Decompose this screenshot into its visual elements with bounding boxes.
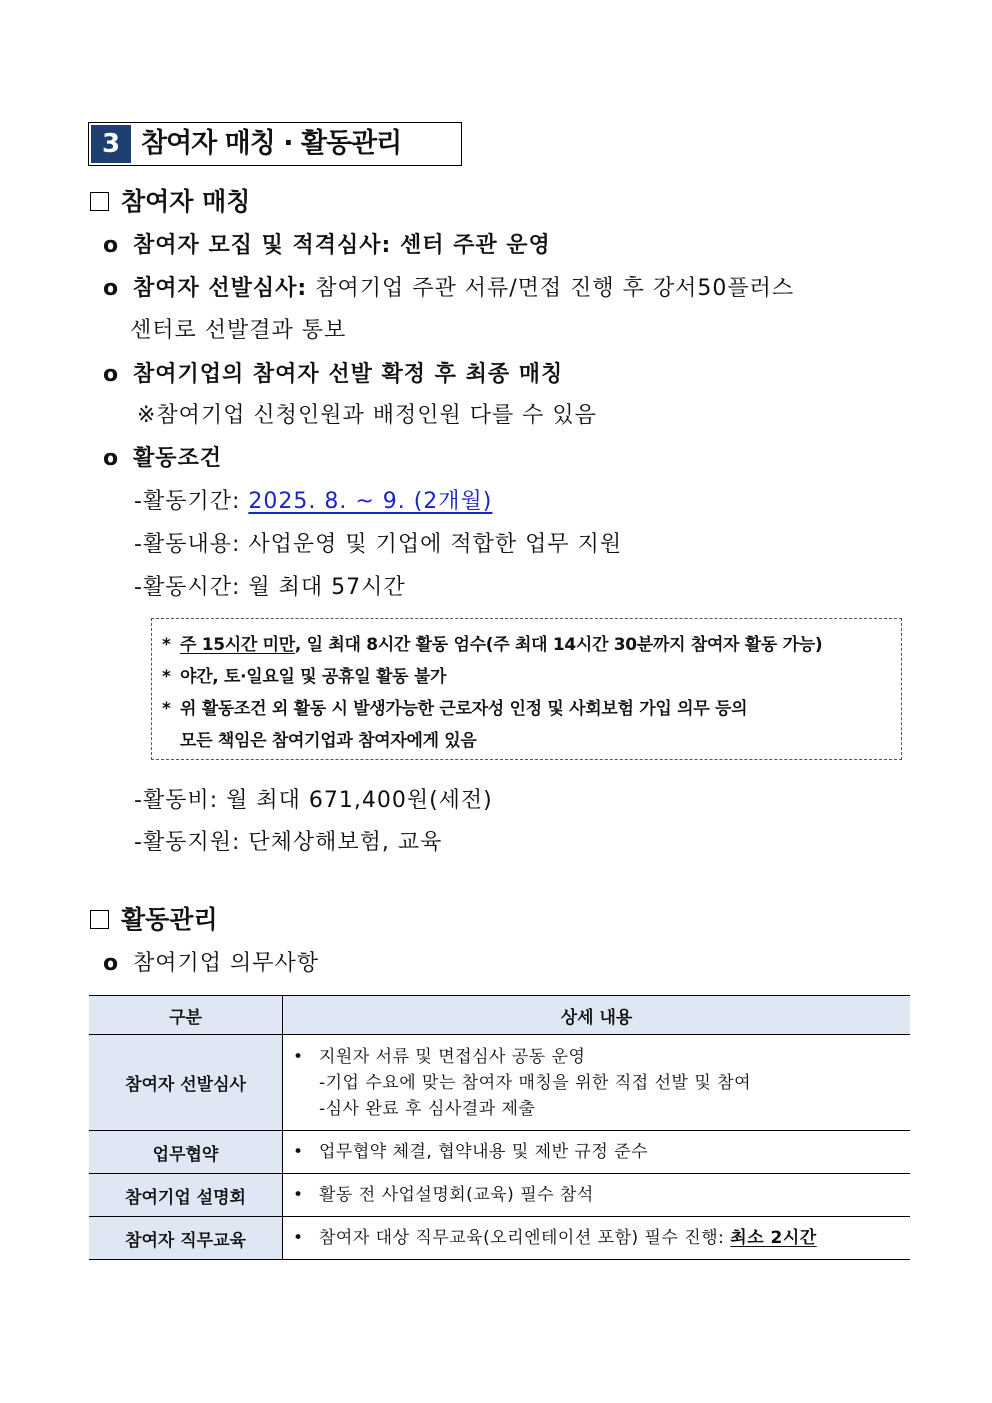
checkbox-square-icon <box>90 192 109 211</box>
circle-bullet-icon: o <box>103 362 120 387</box>
activity-fee: -활동비: 월 최대 671,400원(세전) <box>134 788 493 813</box>
checkbox-square-icon <box>90 910 109 929</box>
circle-bullet-icon: o <box>103 446 120 471</box>
table-row <box>89 1217 910 1260</box>
conditions-label: o 활동조건 <box>103 446 223 471</box>
note-line-3: * 위 활동조건 외 활동 시 발생가능한 근로자성 인정 및 사회보험 가입 의무 등의 <box>162 699 748 719</box>
matching-item-2-cont: 센터로 선발결과 통보 <box>130 318 347 343</box>
row-detail: • 업무협약 체결, 협약내용 및 제반 규정 준수 <box>283 1131 911 1174</box>
section-header <box>88 122 462 166</box>
section-title: 참여자 매칭 · 활동관리 <box>141 128 402 159</box>
row-label: 참여자 직무교육 <box>89 1217 283 1260</box>
activity-period-value: 2025. 8. ~ 9. (2개월) <box>248 489 493 514</box>
table-header: 구분 <box>89 996 283 1035</box>
obligations-table <box>89 995 910 1260</box>
row-detail: • 지원자 서류 및 면접심사 공동 운영 -기업 수요에 맞는 참여자 매칭을 위한 직접 선발 및 참여 -심사 완료 후 심사결과 제출 <box>283 1035 911 1131</box>
bullet-dot-icon: • <box>293 1142 304 1162</box>
table-row <box>89 1174 910 1217</box>
bullet-dot-icon: • <box>293 1046 304 1067</box>
table-row <box>89 1035 910 1131</box>
matching-item-3: o 참여기업의 참여자 선발 확정 후 최종 매칭 <box>103 362 564 387</box>
row-label: 참여기업 설명회 <box>89 1174 283 1217</box>
matching-item-3-note: ※참여기업 신청인원과 배정인원 다를 수 있음 <box>137 403 597 428</box>
note-line-3-cont: 모든 책임은 참여기업과 참여자에게 있음 <box>180 731 477 751</box>
management-sub: o 참여기업 의무사항 <box>103 951 320 976</box>
table-header: 상세 내용 <box>283 996 911 1035</box>
management-heading: 활동관리 <box>90 900 218 936</box>
row-label: 참여자 선발심사 <box>89 1035 283 1131</box>
note-line-1: * 주 15시간 미만, 일 최대 8시간 활동 엄수(주 최대 14시간 30분까지 참여자 활동 가능) <box>162 635 823 655</box>
activity-period: -활동기간: 2025. 8. ~ 9. (2개월) <box>134 489 493 514</box>
note-line-2: * 야간, 토·일요일 및 공휴일 활동 불가 <box>162 667 447 687</box>
emphasis-min-hours: 최소 2시간 <box>730 1228 817 1248</box>
bullet-dot-icon: • <box>293 1185 304 1205</box>
matching-heading: 참여자 매칭 <box>90 182 250 218</box>
activity-content: -활동내용: 사업운영 및 기업에 적합한 업무 지원 <box>134 532 623 557</box>
row-detail: • 참여자 대상 직무교육(오리엔테이션 포함) 필수 진행: 최소 2시간 <box>283 1217 911 1260</box>
activity-support: -활동지원: 단체상해보험, 교육 <box>134 830 443 855</box>
circle-bullet-icon: o <box>103 233 120 258</box>
matching-item-1: o 참여자 모집 및 적격심사: 센터 주관 운영 <box>103 233 551 258</box>
matching-item-2: o 참여자 선발심사: 참여기업 주관 서류/면접 진행 후 강서50플러스 <box>103 276 795 301</box>
bullet-dot-icon: • <box>293 1228 304 1248</box>
row-detail: • 활동 전 사업설명회(교육) 필수 참석 <box>283 1174 911 1217</box>
activity-hours: -활동시간: 월 최대 57시간 <box>134 575 406 600</box>
table-header-row <box>89 996 910 1035</box>
row-label: 업무협약 <box>89 1131 283 1174</box>
section-number: 3 <box>91 125 131 163</box>
circle-bullet-icon: o <box>103 951 120 976</box>
table-row <box>89 1131 910 1174</box>
circle-bullet-icon: o <box>103 276 120 301</box>
